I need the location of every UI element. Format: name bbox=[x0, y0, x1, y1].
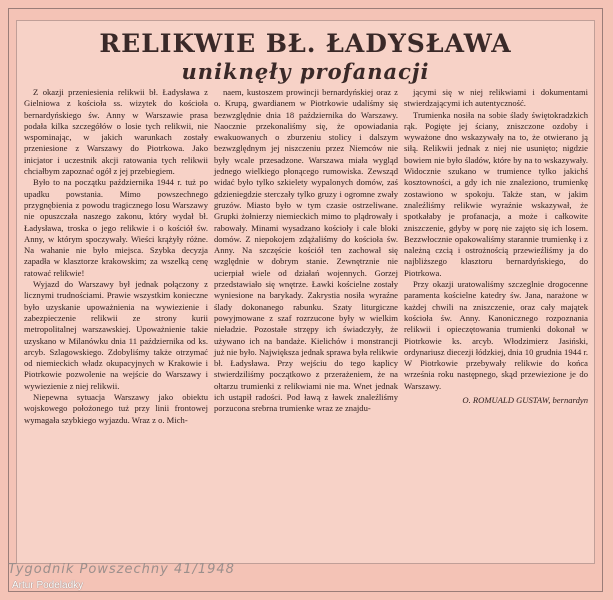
watermark: Artur Podeladky bbox=[12, 580, 84, 591]
paragraph: Niepewna sytuacja Warszawy jako obiektu wojskowego położonego tuż przy linii frontowej wymagała szybkiego wyjazdu. Wraz z o. Mich- bbox=[24, 392, 208, 425]
paragraph: Z okazji przeniesienia relikwii bł. Ładysława z Gielniowa z kościoła ss. wizytek do kościoła bernardyńskiego św. Anny w Warszawie prasa podała kilka szczegółów o losie tych relikwii, nie wspominając, w jakich warunkach zostały przeniesione z Warszawy do Piotrkowa. Jako inicjator i uczestnik akcji ratowania tych relikwii chciałbym zapoznać ogół z jej przebiegiem. bbox=[24, 87, 208, 177]
paragraph: Trumienka nosiła na sobie ślady świętokradzkich rąk. Pogięte jej ściany, zniszczone ozdoby i wyważone dno wskazywały na to, że otwierano ją siłą. Relikwii jednak z niej nie usunięto; nigdzie bowiem nie było śladów, które by na to wskazywały. Widocznie szukano w trumience tylko jakichś kosztowności, a gdy ich nie znaleziono, trumienkę zostawiono w spokoju. Także stan, w jakim znaleźliśmy relikwie wyraźnie wskazywał, że spotkałaby je profanacja, a może i całkowite zniszczenie, gdyby w porę nie zajęto się ich losem. Bezzwłocznie opakowaliśmy starannie trumienkę i z należną czcią i ostrożnością przewieźliśmy ja do najbliższego klasztoru bernardyńskiego, do Piotrkowa. bbox=[404, 109, 588, 278]
paragraph: naem, kustoszem prowincji bernardyńskiej oraz z o. Krupą, gwardianem w Piotrkowie udaliśmy się bezwzględnie dnia 18 października do Warszawy. Naocznie przekonaliśmy się, że opowiadania ewakuowanych o zburzeniu stolicy i dalszym bezwzględnym jej niszczeniu przez Niemców nie były wcale przesadzone. Warszawa miała wygląd jednego wielkiego płonącego rumowiska. Zewsząd widać było tylko szkielety wypalonych domów, zaś gdzieniegdzie sterczały tylko gruzy i ogromne zwały gruzów. Miasto było w tym czasie ostrzeliwane. Grupki żołnierzy niemieckich mimo to plądrowały i rabowały. Minami wysadzano kościoły i cale bloki domów. Z niepokojem zdążaliśmy do kościoła św. Anny. Na szczęście kościół ten zachował się względnie w dobrym stanie. Zewnętrznie nie ucierpiał wiele od działań wojennych. Gorzej przedstawiało się wnętrze. Ławki kościelne zostały wyniesione na barykady. Zakrystia nosiła wyraźne ślady dokonanego rabunku. Szaty liturgiczne powyjmowane z szaf rozrzucone były w wielkim nieładzie. Pozostałe strzępy ich świadczyły, że używano ich na bandaże. Kielichów i monstrancji już nie było. Największa jednak sprawa była relikwie bł. Ładysława. Przy wejściu do tego kaplicy stwierdziliśmy początkowo z przerażeniem, że na ołtarzu trumienki z relikwiami nie ma. Wnet jednak ich ustąpił radości. Pod ławą z ławek znaleźliśmy porzucona srebrna trumienke wraz ze znajdu- bbox=[214, 87, 398, 414]
author-signature: O. ROMUALD GUSTAW, bernardyn bbox=[462, 395, 588, 406]
handwritten-source-note: Tygodnik Powszechny 41/1948 bbox=[8, 562, 235, 577]
paragraph: Przy okazji uratowaliśmy szczeglnie drogocenne paramenta kościelne katedry św. Jana, narażone w każdej chwili na zniszczenie, oraz cały majątek kościoła św. Anny. Kanonicznego rozpoznania relikwii i opieczętowania trumienki dokonał w Piotrkowie ks. arcyb. Włodzimierz Jasiński, ordynariusz diecezji łódzkiej, dnia 10 grudnia 1944 r. W Piotrkowie przebywały relikwie do końca września roku następnego, skąd przewiezione je do Warszawy. bbox=[404, 279, 588, 391]
article-column-3 bbox=[404, 87, 588, 406]
paragraph: jącymi się w niej relikwiami i dokumentami stwierdzającymi ich autentyczność. bbox=[404, 87, 588, 109]
article-column-2 bbox=[214, 87, 398, 415]
article-column-1 bbox=[24, 87, 208, 426]
paragraph: Było to na początku października 1944 r. tuż po upadku powstania. Mimo powszechnego przygnębienia z powodu tragicznego losu Warszawy nie opuszczała naszego zakonu, który wydał bł. Ładysława, troska o jego relikwie i o kościół św. Anny, w którym spoczywały. Wieści krążyły różne. Na wahanie nie było miejsca. Szybka decyzja zapadła w klasztorze krakowskim; za wszelką cenę ratować relikwie! bbox=[24, 177, 208, 278]
newspaper-clipping bbox=[16, 20, 595, 564]
paragraph: Wyjazd do Warszawy był jednak połączony z licznymi trudnościami. Prawie wszystkim konieczne było uzyskanie upoważnienia na wywiezienie i zabezpieczenie relikwii ze strony kurii metropolitalnej warszawskiej. Upoważnienie takie uzyskano w Milanówku dnia 11 października od ks. arcyb. Szlagowskiego. Zdobyliśmy także otrzymać od niemieckich władz okupacyjnych w Krakowie i Piotrkowie pozwolenie na wejście do Warszawy i wywiezienie z niej relikwii. bbox=[24, 279, 208, 391]
article-subtitle: uniknęły profanacji bbox=[181, 59, 430, 84]
article-title: RELIKWIE BŁ. ŁADYSŁAWA bbox=[99, 29, 512, 58]
